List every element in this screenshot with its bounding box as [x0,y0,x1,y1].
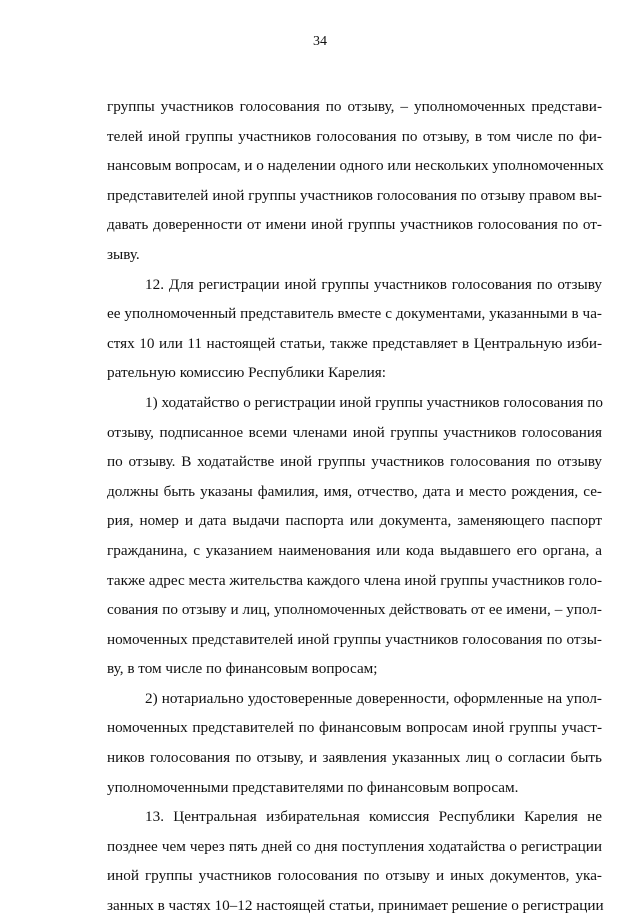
text-line: отзыву, подписанное всеми членами иной группы участников голосования [107,423,602,441]
text-line: зыву. [107,245,140,263]
text-line: телей иной группы участников голосования по отзыву, в том числе по фи- [107,127,602,145]
text-line: ву, в том числе по финансовым вопросам; [107,660,378,678]
text-line: занных в частях 10–12 настоящей статьи, принимает решение о регистрации [107,897,604,915]
paragraph-first-line: 12. Для регистрации иной группы участников голосования по отзыву [145,275,602,293]
page-number: 34 [313,34,327,49]
text-line: иной группы участников голосования по отзыву и иных документов, ука- [107,867,602,885]
text-line: номоченных представителей по финансовым вопросам иной группы участ- [107,719,602,737]
text-line: стях 10 или 11 настоящей статьи, также представляет в Центральную изби- [107,334,602,352]
paragraph-first-line: 13. Центральная избирательная комиссия Республики Карелия не [145,808,602,826]
text-line: гражданина, с указанием наименования или кода выдавшего его органа, а [107,541,602,559]
paragraph-first-line: 1) ходатайство о регистрации иной группы участников голосования по [145,393,604,411]
document-text [107,92,602,921]
text-line: ников голосования по отзыву, и заявления указанных лиц о согласии быть [107,749,602,767]
text-line: рательную комиссию Республики Карелия: [107,364,386,382]
text-line: должны быть указаны фамилия, имя, отчество, дата и место рождения, се- [107,482,602,500]
text-line: представителей иной группы участников голосования по отзыву правом вы- [107,186,602,204]
text-line: также адрес места жительства каждого члена иной группы участников голо- [107,571,602,589]
paragraph-first-line: 2) нотариально удостоверенные доверенности, оформленные на упол- [145,689,602,707]
text-line: давать доверенности от имени иной группы участников голосования по от- [107,216,602,234]
text-line: сования по отзыву и лиц, уполномоченных действовать от ее имени, – упол- [107,601,602,619]
text-line: рия, номер и дата выдачи паспорта или документа, заменяющего паспорт [107,512,602,530]
text-line: ее уполномоченный представитель вместе с документами, указанными в ча- [107,305,602,323]
text-line: позднее чем через пять дней со дня поступления ходатайства о регистрации [107,837,602,855]
text-line: группы участников голосования по отзыву, – уполномоченных представи- [107,98,602,115]
text-line: нансовым вопросам, и о наделении одного или нескольких уполномоченных [107,157,604,175]
text-line: уполномоченными представителями по финансовым вопросам. [107,778,519,796]
text-line: номоченных представителей иной группы участников голосования по отзы- [107,630,602,648]
text-line: по отзыву. В ходатайстве иной группы участников голосования по отзыву [107,453,602,471]
